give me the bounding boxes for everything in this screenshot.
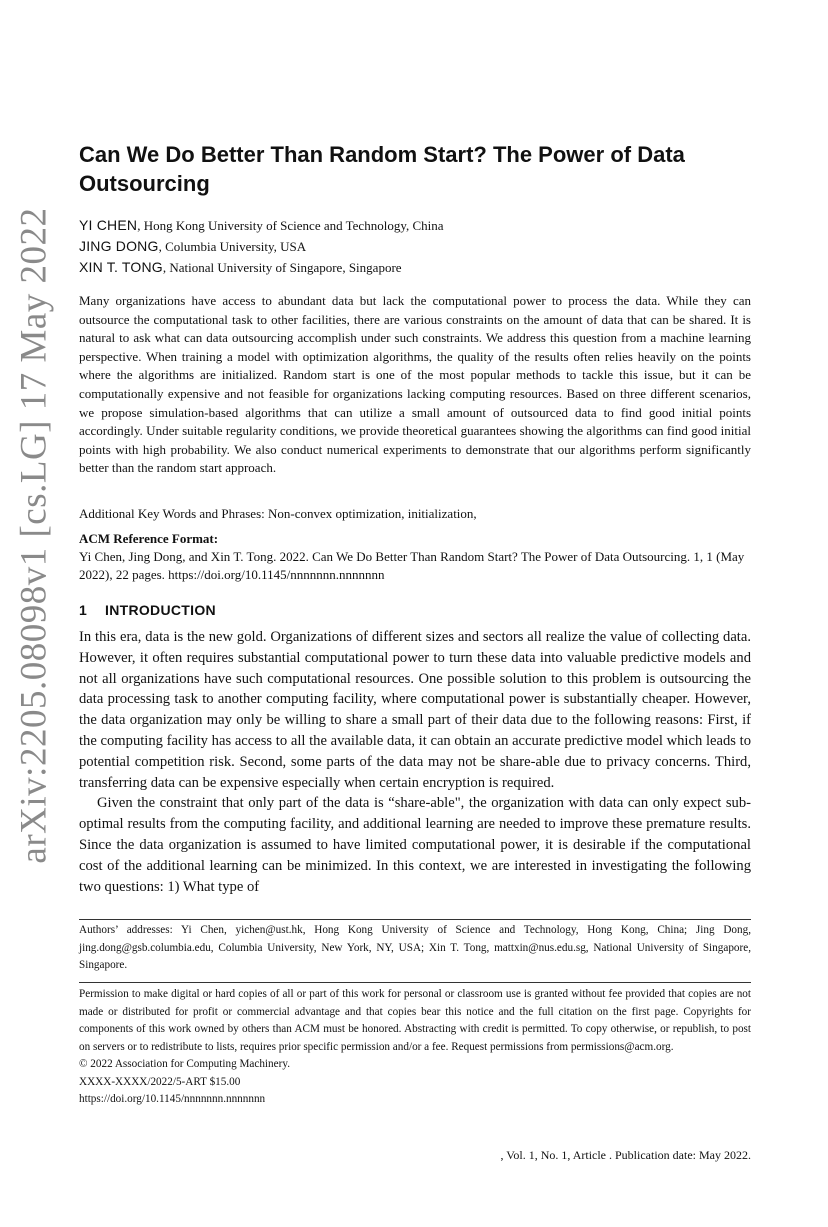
acm-reference-label: ACM Reference Format: <box>79 531 219 546</box>
author-name: XIN T. TONG <box>79 259 163 275</box>
section-heading <box>79 602 216 618</box>
footnote-divider <box>79 919 751 920</box>
author-affiliation: National University of Singapore, Singapore <box>169 260 402 275</box>
introduction-body <box>79 627 751 897</box>
abstract: Many organizations have access to abundant data but lack the computational power to process the data. While they can outsource the computational task to other facilities, there are various constraints on the amount of data that can be shared. It is natural to ask what can data outsourcing accomplish under such constraints. We address this question from a machine learning perspective. When training a model with optimization algorithms, the quality of the results often relies heavily on the points where the algorithms are initialized. Random start is one of the most popular methods to tackle this issue, but it can be computationally expensive and not feasible for organizations lacking computing resources. Based on three different scenarios, we propose simulation-based algorithms that can utilize a small amount of outsourced data to find good initial points accordingly. Under suitable regularity conditions, we provide theoretical guarantees showing the algorithms can find good initial points with high probability. We also conduct numerical experiments to demonstrate that our algorithms perform significantly better than the random start approach. <box>79 293 751 476</box>
section-number: 1 <box>79 602 88 618</box>
author-entry: YI CHEN, Hong Kong University of Science and Technology, China <box>79 217 444 233</box>
authors-addresses: Authors’ addresses: Yi Chen, yichen@ust.hk, Hong Kong University of Science and Technology, Hong Kong, China; Jing Dong, jing.dong@gsb.columbia.edu, Columbia University, New York, NY, USA; Xin T. Tong, mattxin@nus.edu.sg, National University of Singapore, Singapore. <box>79 924 751 971</box>
author-affiliation: Hong Kong University of Science and Technology, China <box>143 218 444 233</box>
permission-block <box>79 986 751 1109</box>
arxiv-sidebar-stamp <box>10 206 58 864</box>
author-entry: JING DONG, Columbia University, USA <box>79 238 307 254</box>
author-entry: XIN T. TONG, National University of Singapore, Singapore <box>79 259 402 275</box>
page-footer: , Vol. 1, No. 1, Article . Publication date: May 2022. <box>500 1148 751 1162</box>
paragraph: In this era, data is the new gold. Organizations of different sizes and sectors all realize the value of collecting data. However, it often requires substantial computational power to turn these data into valuable predictive models and not all organizations have such computational resources. One possible solution to this problem is outsourcing the data processing task to another computing facility, where computational power is substantially cheaper. However, the data organization may only be willing to share a small part of their data due to the following reasons: First, if the computing facility has access to all the available data, it can obtain an accurate predictive model which leads to potential competition risk. Second, some parts of the data may not be share-able due to privacy concerns. Third, transferring data can be expensive especially when certain encryption is required. <box>79 629 751 791</box>
keywords: Additional Key Words and Phrases: Non-convex optimization, initialization, <box>79 506 477 521</box>
doi-line: https://doi.org/10.1145/nnnnnnn.nnnnnnn <box>79 1093 266 1105</box>
paragraph: Given the constraint that only part of the data is “share-able", the organization with data can only expect sub-optimal results from the computing facility, and additional learning are needed to improve these premature results. Since the data organization is assumed to have limited computational power, it is desirable if the computational cost of the additional learning can be minimized. In this context, we are interested in investigating the following two questions: 1) What type of <box>79 795 751 895</box>
permission-divider <box>79 982 751 983</box>
author-name: YI CHEN <box>79 217 138 233</box>
acm-reference-text: Yi Chen, Jing Dong, and Xin T. Tong. 2022. Can We Do Better Than Random Start? The Power of Data Outsourcing. 1, 1 (May 2022), 22 pages. https://doi.org/10.1145/nnnnnnn.nnnnnnn <box>79 549 745 582</box>
author-affiliation: Columbia University, USA <box>165 239 307 254</box>
paper-title: Can We Do Better Than Random Start? The Power of Data Outsourcing <box>79 142 685 196</box>
copyright-line: © 2022 Association for Computing Machinery. <box>79 1058 290 1070</box>
acm-reference-format <box>79 530 751 584</box>
author-name: JING DONG <box>79 238 159 254</box>
permission-notice: Permission to make digital or hard copies of all or part of this work for personal or classroom use is granted without fee provided that copies are not made or distributed for profit or commercial advantage and that copies bear this notice and the full citation on the first page. Copyrights for components of this work owned by others than ACM must be honored. Abstracting with credit is permitted. To copy otherwise, or republish, to post on servers or to redistribute to lists, requires prior specific permission and/or a fee. Request permissions from permissions@acm.org. <box>79 988 751 1053</box>
section-title: INTRODUCTION <box>105 602 216 618</box>
isbn-line: XXXX-XXXX/2022/5-ART $15.00 <box>79 1075 241 1088</box>
arxiv-identifier: arXiv:2205.08098v1 [cs.LG] 17 May 2022 <box>13 206 55 864</box>
author-list <box>79 215 751 278</box>
